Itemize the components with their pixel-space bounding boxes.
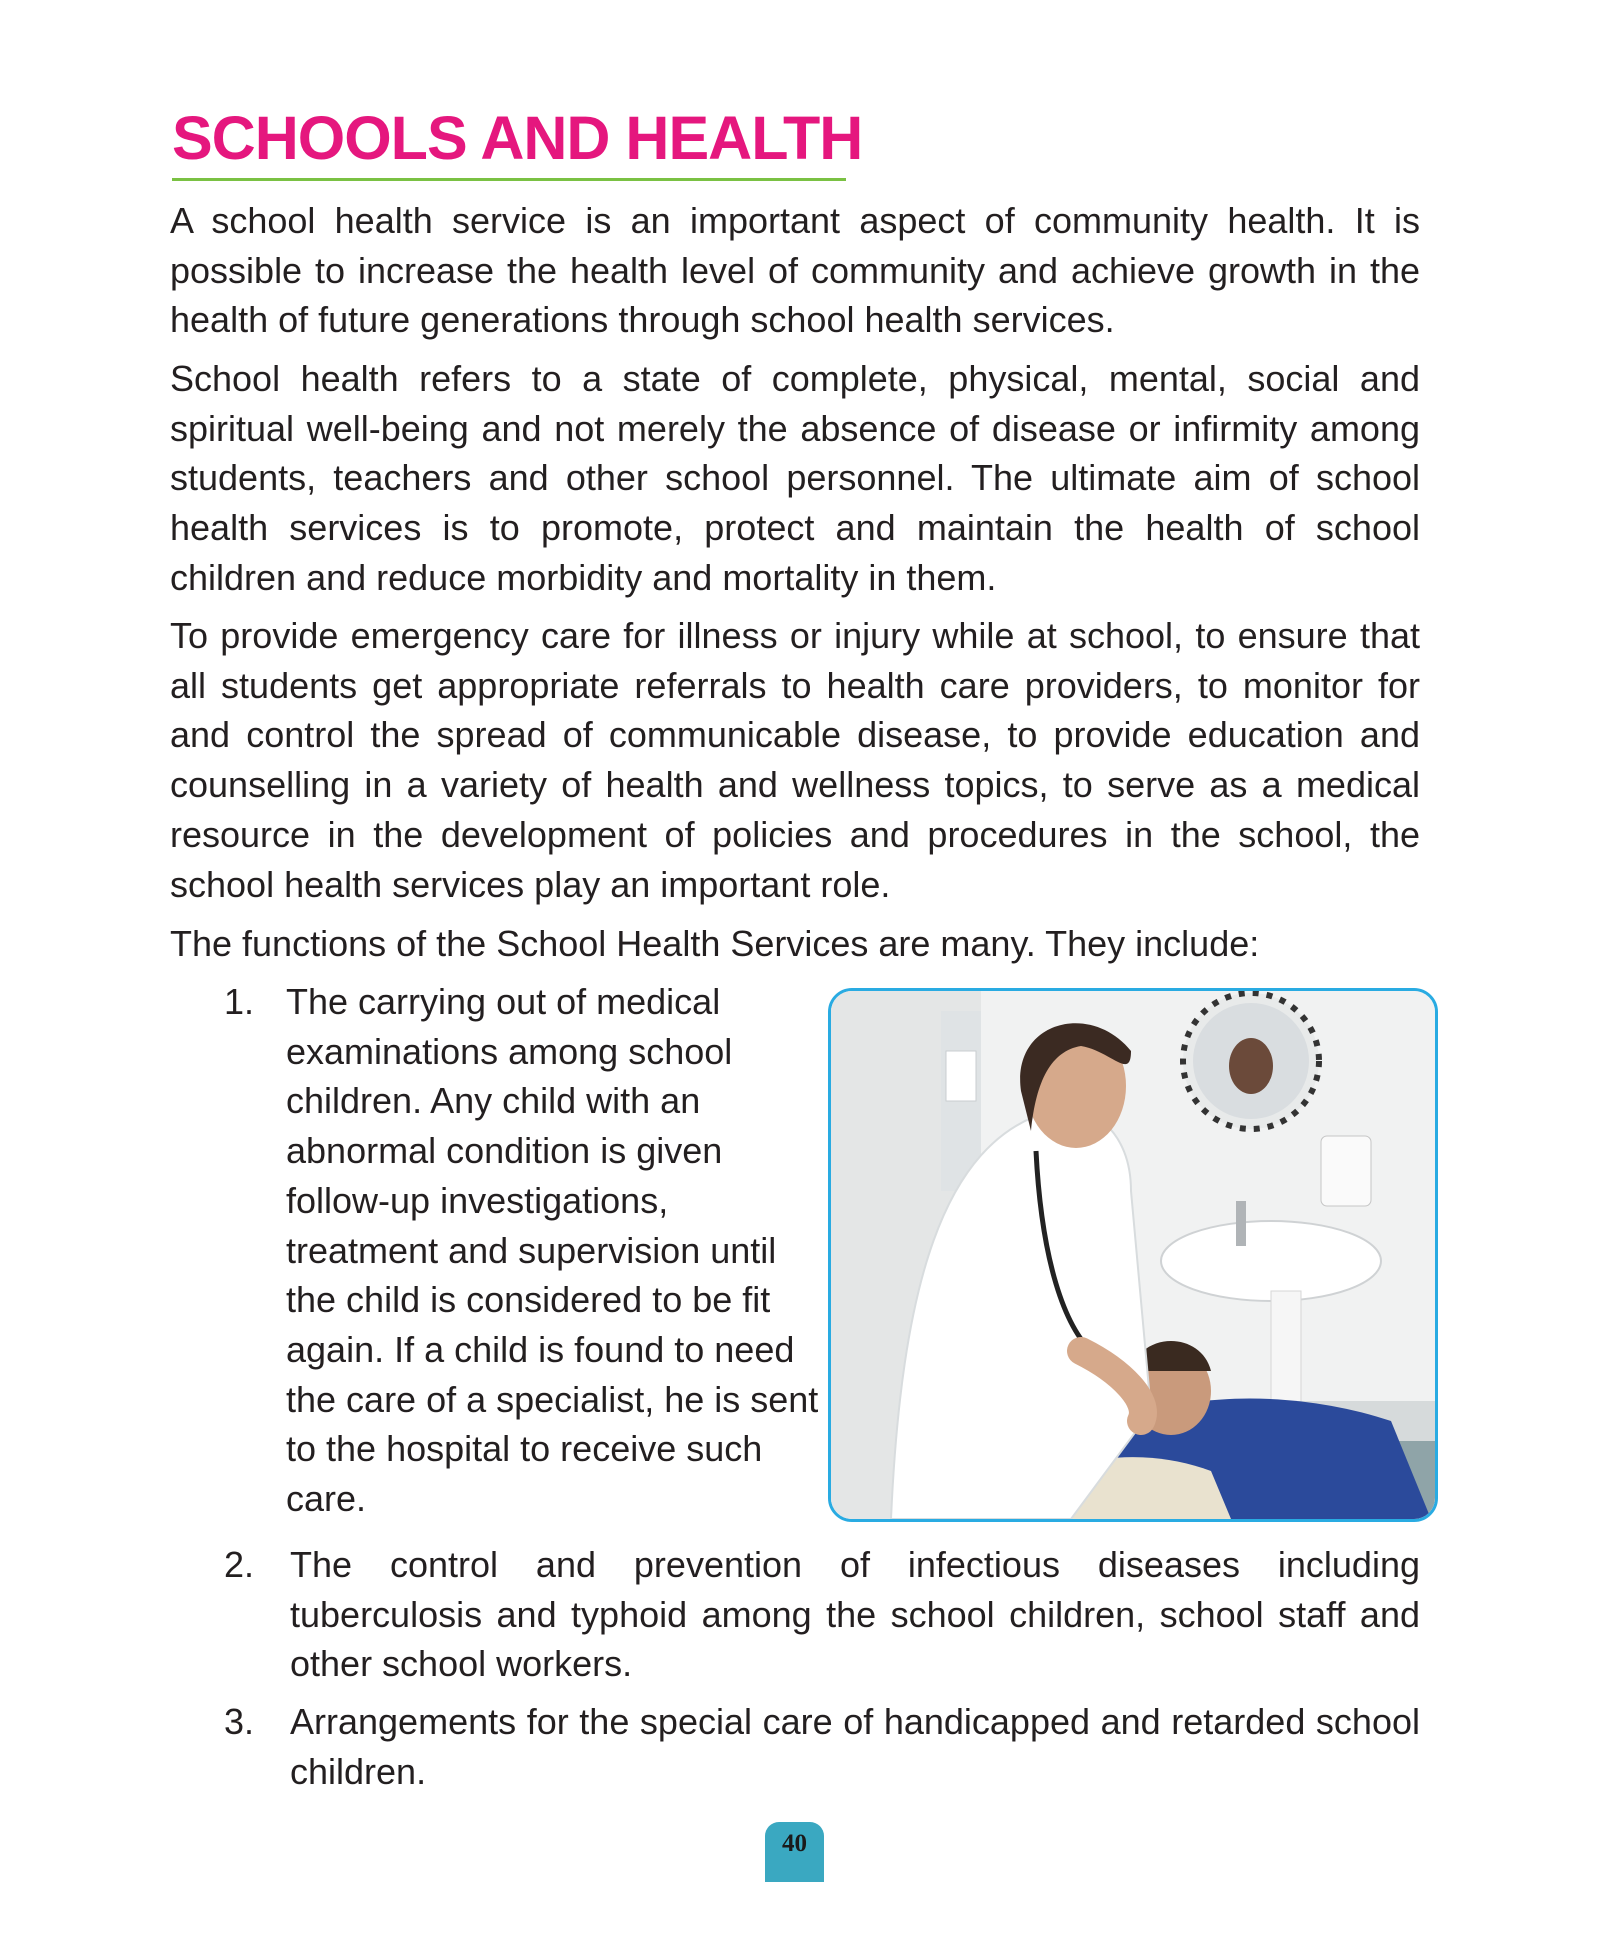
doctor-examining-child-photo [828,988,1438,1522]
list-item-number: 3. [224,1701,255,1742]
list-item [224,977,824,1537]
list-item-text: The carrying out of medical examinations among school children. Any child with an abnormal condition is given follow-up investigations, treatment and supervision until the child is considered to be fit again. If a child is found to need the care of a specialist, he is sent to the hospital to receive such care. [286,981,819,1520]
paragraph-intro: A school health service is an important aspect of community health. It is possible to increase the health level of community and achieve growth in the health of future generations through school health services. [170,200,1420,341]
photo-illustration [831,991,1435,1519]
list-item [224,1697,1420,1807]
page-title: SCHOOLS AND HEALTH [172,104,863,172]
title-underline [172,178,846,181]
list-item-number: 1. [224,981,255,1022]
list-item-text: Arrangements for the special care of handicapped and retarded school children. [290,1701,1420,1792]
page-number: 40 [782,1830,807,1857]
list-item-text: The control and prevention of infectious diseases including tuberculosis and typhoid among the school children, school staff and other school workers. [290,1544,1420,1685]
paragraph-roles: To provide emergency care for illness or injury while at school, to ensure that all students get appropriate referrals to health care providers, to monitor for and control the spread of communicable disease, to provide education and counselling in a variety of health and wellness topics, to serve as a medical resource in the development of policies and procedures in the school, the school health services play an important role. [170,615,1420,905]
paragraph-functions-intro: The functions of the School Health Services are many. They include: [170,923,1260,964]
list-item [224,1540,1420,1700]
list-item-number: 2. [224,1544,255,1585]
paragraph-definition: School health refers to a state of complete, physical, mental, social and spiritual well-being and not merely the absence of disease or infirmity among students, teachers and other school personnel. The ultimate aim of school health services is to promote, protect and maintain the health of school children and reduce morbidity and mortality in them. [170,358,1420,598]
